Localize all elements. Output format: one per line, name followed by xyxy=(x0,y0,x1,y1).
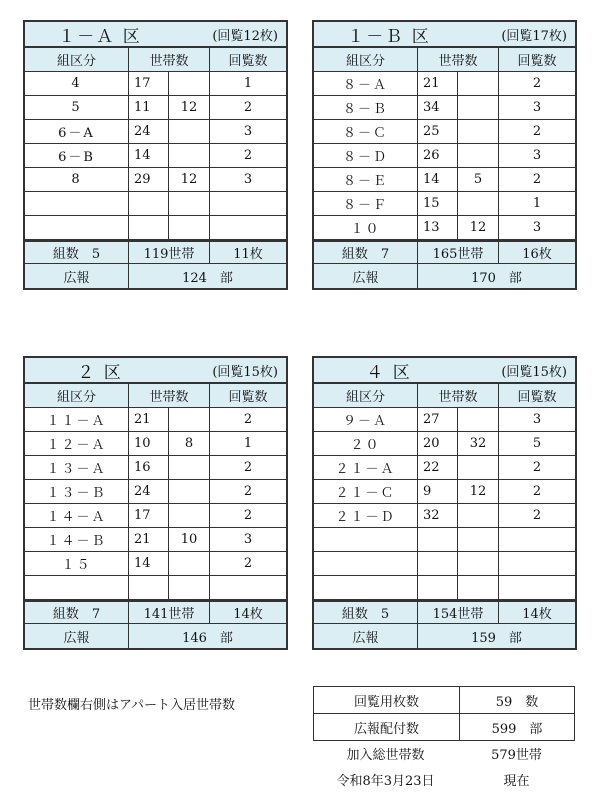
apartment-households-cell xyxy=(458,144,499,167)
total-circulars: 16枚 xyxy=(522,247,552,262)
summary-label: 回覧用枚数 xyxy=(314,687,460,713)
group-cell xyxy=(25,576,129,599)
group-cell: ８－Ｅ xyxy=(314,168,418,191)
as-of-date: 令和8年3月23日 xyxy=(336,774,435,789)
households-cell: 24 xyxy=(129,480,169,503)
district-2-table xyxy=(23,356,288,650)
apartment-households-cell xyxy=(169,576,210,599)
group-cell: 6－A xyxy=(25,120,129,143)
households-cell: 14 xyxy=(129,552,169,575)
apartment-households-cell xyxy=(169,552,210,575)
total-households: 141世帯 xyxy=(129,602,210,623)
households-cell: 15 xyxy=(418,192,458,215)
circulation-count: (回覧12枚) xyxy=(212,28,278,44)
circulars-cell: 2 xyxy=(243,412,253,427)
table-row xyxy=(25,96,286,120)
group-cell xyxy=(25,192,129,215)
households-cell xyxy=(418,552,458,575)
total-circulars: 14枚 xyxy=(522,607,552,622)
summary-table xyxy=(313,686,575,741)
table-row xyxy=(314,168,575,192)
table-row xyxy=(25,576,286,600)
table-row xyxy=(314,528,575,552)
table-row xyxy=(314,552,575,576)
group-cell: １３－Ａ xyxy=(25,456,129,479)
circulars-cell: 2 xyxy=(243,100,253,115)
summary-row-pr xyxy=(314,714,574,740)
district-header xyxy=(25,22,286,48)
table-row xyxy=(25,72,286,96)
table-row xyxy=(314,480,575,504)
group-cell xyxy=(314,576,418,599)
households-cell: 21 xyxy=(418,72,458,95)
circulars-cell: 3 xyxy=(532,100,542,115)
col-header-households: 世帯数 xyxy=(418,384,499,407)
pr-label: 広報 xyxy=(314,624,418,648)
circulars-cell: 2 xyxy=(532,124,542,139)
apartment-households-cell: 12 xyxy=(169,96,210,119)
district-title: １－Ｂ 区 xyxy=(347,26,431,47)
table-row xyxy=(25,456,286,480)
total-households: 119世帯 xyxy=(129,242,210,263)
table-row xyxy=(314,144,575,168)
apartment-households-cell xyxy=(169,120,210,143)
households-cell: 10 xyxy=(129,432,169,455)
households-cell xyxy=(129,192,169,215)
group-cell xyxy=(314,528,418,551)
group-cell: ８－Ｆ xyxy=(314,192,418,215)
district-title: １－Ａ 区 xyxy=(58,26,142,47)
circulation-count: (回覧17枚) xyxy=(501,28,567,44)
circulars-cell: 2 xyxy=(532,76,542,91)
as-of-suffix: 現在 xyxy=(503,774,530,789)
households-cell: 21 xyxy=(129,528,169,551)
group-cell: １４－Ａ xyxy=(25,504,129,527)
summary-value: 59 数 xyxy=(495,694,539,710)
pr-row xyxy=(25,624,286,648)
households-cell: 17 xyxy=(129,72,169,95)
apartment-households-cell xyxy=(169,72,210,95)
summary-label: 広報配付数 xyxy=(314,714,460,740)
apartment-households-cell: 12 xyxy=(169,168,210,191)
totals-row xyxy=(314,600,575,624)
total-circulars: 14枚 xyxy=(233,607,263,622)
table-row xyxy=(314,456,575,480)
circulars-cell xyxy=(499,528,575,551)
households-cell: 17 xyxy=(129,504,169,527)
group-cell: ２１－Ａ xyxy=(314,456,418,479)
households-cell: 32 xyxy=(418,504,458,527)
group-cell: 4 xyxy=(25,72,129,95)
circulars-cell xyxy=(499,576,575,599)
households-cell xyxy=(418,528,458,551)
pr-value: 124 部 xyxy=(182,270,233,286)
circulars-cell: 1 xyxy=(243,76,253,91)
table-row xyxy=(25,216,286,240)
district-header xyxy=(314,22,575,48)
district-header xyxy=(25,358,286,384)
apartment-households-cell xyxy=(458,504,499,527)
apartment-households-cell xyxy=(458,528,499,551)
circulars-cell xyxy=(499,552,575,575)
circulars-cell: 2 xyxy=(532,508,542,523)
col-header-circulars: 回覧数 xyxy=(517,54,557,69)
group-cell: ２０ xyxy=(314,432,418,455)
table-row xyxy=(314,576,575,600)
column-header-row xyxy=(314,384,575,408)
group-cell: ８－Ｄ xyxy=(314,144,418,167)
table-row xyxy=(314,504,575,528)
group-cell: ２１－Ｃ xyxy=(314,480,418,503)
table-row xyxy=(25,168,286,192)
col-header-households: 世帯数 xyxy=(129,384,210,407)
total-households: 165世帯 xyxy=(418,242,499,263)
households-cell: 26 xyxy=(418,144,458,167)
households-cell: 20 xyxy=(418,432,458,455)
circulars-cell: 2 xyxy=(532,460,542,475)
table-row xyxy=(314,96,575,120)
date-line xyxy=(313,770,575,789)
total-households: 154世帯 xyxy=(418,602,499,623)
district-1b-table xyxy=(312,20,577,290)
district-title: ２ 区 xyxy=(77,362,123,383)
circulars-cell: 2 xyxy=(243,460,253,475)
households-cell: 16 xyxy=(129,456,169,479)
pr-value: 146 部 xyxy=(182,630,233,646)
column-header-row xyxy=(25,48,286,72)
apartment-households-cell xyxy=(458,120,499,143)
totals-row xyxy=(25,600,286,624)
households-cell: 11 xyxy=(129,96,169,119)
table-row xyxy=(314,216,575,240)
col-header-group: 組区分 xyxy=(314,384,418,407)
district-header xyxy=(314,358,575,384)
circulars-cell: 3 xyxy=(532,412,542,427)
total-circulars: 11枚 xyxy=(233,247,263,262)
group-cell xyxy=(314,552,418,575)
group-cell xyxy=(25,216,129,239)
households-cell: 9 xyxy=(418,480,458,503)
apartment-households-cell xyxy=(169,408,210,431)
total-households-line xyxy=(313,744,575,763)
table-row xyxy=(25,528,286,552)
circulation-count: (回覧15枚) xyxy=(212,364,278,380)
circulation-count: (回覧15枚) xyxy=(501,364,567,380)
apartment-households-cell xyxy=(458,552,499,575)
apartment-households-cell xyxy=(458,456,499,479)
col-header-group: 組区分 xyxy=(25,48,129,71)
table-row xyxy=(314,408,575,432)
group-cell: １５ xyxy=(25,552,129,575)
column-header-row xyxy=(25,384,286,408)
table-row xyxy=(25,192,286,216)
apartment-households-cell: 12 xyxy=(458,216,499,239)
column-header-row xyxy=(314,48,575,72)
households-cell: 25 xyxy=(418,120,458,143)
total-groups: 組数 5 xyxy=(25,242,129,263)
district-4-table xyxy=(312,356,577,650)
circulars-cell xyxy=(210,576,286,599)
households-cell: 29 xyxy=(129,168,169,191)
pr-row xyxy=(25,264,286,288)
apartment-households-cell xyxy=(458,576,499,599)
circulars-cell: 5 xyxy=(532,436,542,451)
table-row xyxy=(314,432,575,456)
apartment-households-cell: 8 xyxy=(169,432,210,455)
households-cell: 34 xyxy=(418,96,458,119)
circulars-cell xyxy=(210,192,286,215)
apartment-households-cell xyxy=(169,456,210,479)
table-row xyxy=(25,552,286,576)
circulars-cell: 3 xyxy=(243,124,253,139)
apartment-households-cell xyxy=(169,504,210,527)
col-header-households: 世帯数 xyxy=(129,48,210,71)
apartment-households-cell: 32 xyxy=(458,432,499,455)
households-cell xyxy=(129,216,169,239)
apartment-households-cell xyxy=(169,144,210,167)
households-cell xyxy=(129,576,169,599)
households-cell: 13 xyxy=(418,216,458,239)
group-cell: ９－Ａ xyxy=(314,408,418,431)
households-cell: 24 xyxy=(129,120,169,143)
group-cell: １４－Ｂ xyxy=(25,528,129,551)
apartment-households-cell: 10 xyxy=(169,528,210,551)
apartment-households-cell xyxy=(458,96,499,119)
footnote: 世帯数欄右側はアパート入居世帯数 xyxy=(28,698,235,713)
circulars-cell: 2 xyxy=(243,508,253,523)
col-header-circulars: 回覧数 xyxy=(517,390,557,405)
totals-row xyxy=(314,240,575,264)
col-header-circulars: 回覧数 xyxy=(228,390,268,405)
apartment-households-cell: 5 xyxy=(458,168,499,191)
table-row xyxy=(25,432,286,456)
apartment-households-cell xyxy=(458,408,499,431)
group-cell: １３－Ｂ xyxy=(25,480,129,503)
col-header-households: 世帯数 xyxy=(418,48,499,71)
pr-label: 広報 xyxy=(25,264,129,288)
totals-row xyxy=(25,240,286,264)
households-cell: 14 xyxy=(129,144,169,167)
total-groups: 組数 7 xyxy=(25,602,129,623)
group-cell: 5 xyxy=(25,96,129,119)
pr-label: 広報 xyxy=(314,264,418,288)
col-header-circulars: 回覧数 xyxy=(228,54,268,69)
circulars-cell: 3 xyxy=(243,532,253,547)
households-cell: 14 xyxy=(418,168,458,191)
pr-label: 広報 xyxy=(25,624,129,648)
table-row xyxy=(25,504,286,528)
households-cell: 27 xyxy=(418,408,458,431)
circulars-cell: 2 xyxy=(532,172,542,187)
circulars-cell: 1 xyxy=(532,196,542,211)
circulars-cell xyxy=(210,216,286,239)
total-households-value: 579世帯 xyxy=(491,748,542,763)
group-cell: 8 xyxy=(25,168,129,191)
circulars-cell: 2 xyxy=(532,484,542,499)
circulars-cell: 2 xyxy=(243,484,253,499)
circulars-cell: 3 xyxy=(532,220,542,235)
table-row xyxy=(25,144,286,168)
table-row xyxy=(25,480,286,504)
group-cell: １１－Ａ xyxy=(25,408,129,431)
total-households-label: 加入総世帯数 xyxy=(346,748,425,763)
district-1a-table xyxy=(23,20,288,290)
table-row xyxy=(25,408,286,432)
col-header-group: 組区分 xyxy=(314,48,418,71)
circulars-cell: 2 xyxy=(243,556,253,571)
apartment-households-cell xyxy=(169,216,210,239)
group-cell: １２－Ａ xyxy=(25,432,129,455)
table-row xyxy=(314,120,575,144)
group-cell: ８－Ｃ xyxy=(314,120,418,143)
apartment-households-cell xyxy=(458,72,499,95)
col-header-group: 組区分 xyxy=(25,384,129,407)
group-cell: 6－B xyxy=(25,144,129,167)
apartment-households-cell xyxy=(458,192,499,215)
pr-row xyxy=(314,264,575,288)
households-cell: 22 xyxy=(418,456,458,479)
apartment-households-cell xyxy=(169,480,210,503)
table-row xyxy=(314,192,575,216)
group-cell: ８－Ｂ xyxy=(314,96,418,119)
circulars-cell: 2 xyxy=(243,148,253,163)
households-cell: 21 xyxy=(129,408,169,431)
pr-value: 159 部 xyxy=(471,630,522,646)
pr-value: 170 部 xyxy=(471,270,522,286)
apartment-households-cell: 12 xyxy=(458,480,499,503)
total-groups: 組数 7 xyxy=(314,242,418,263)
circulars-cell: 3 xyxy=(243,172,253,187)
pr-row xyxy=(314,624,575,648)
group-cell: ８－Ａ xyxy=(314,72,418,95)
circulars-cell: 3 xyxy=(532,148,542,163)
apartment-households-cell xyxy=(169,192,210,215)
group-cell: ２１－Ｄ xyxy=(314,504,418,527)
summary-row-circulars xyxy=(314,687,574,714)
circulars-cell: 1 xyxy=(243,436,253,451)
table-row xyxy=(25,120,286,144)
group-cell: １０ xyxy=(314,216,418,239)
summary-value: 599 部 xyxy=(491,721,543,737)
households-cell xyxy=(418,576,458,599)
district-title: ４ 区 xyxy=(366,362,412,383)
total-groups: 組数 5 xyxy=(314,602,418,623)
table-row xyxy=(314,72,575,96)
